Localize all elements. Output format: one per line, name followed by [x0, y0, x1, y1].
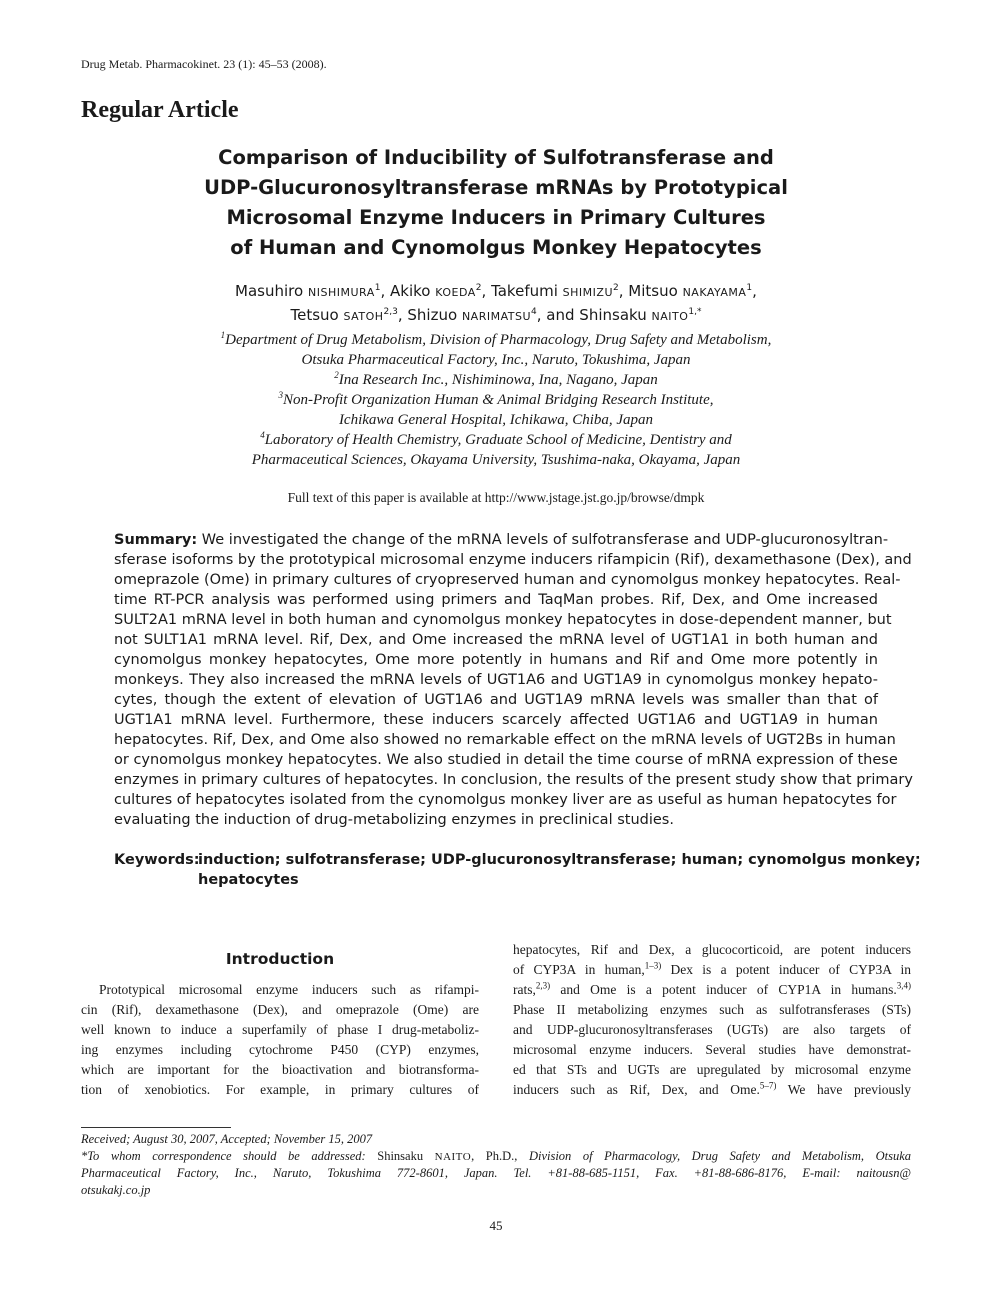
- keywords-line: hepatocytes: [198, 872, 299, 888]
- body-line: ing enzymes including cytochrome P450 (CYP) enzymes,: [81, 1042, 479, 1057]
- body-line: which are important for the bioactivation and biotransforma-: [81, 1062, 479, 1077]
- summary-line: time RT-PCR analysis was performed using primers and TaqMan probes. Rif, Dex, and Ome increased: [114, 592, 878, 608]
- body-text: inducers such as Rif, Dex, and Ome.: [513, 1082, 760, 1097]
- affiliation-line: [120, 350, 872, 370]
- summary-line: UGT1A1 mRNA level. Furthermore, these inducers scarcely affected UGT1A6 and UGT1A9 in human: [114, 712, 878, 728]
- affiliation-list: [120, 330, 872, 470]
- author-family: NARIMATSU: [461, 310, 531, 323]
- citation-sup: 2,3): [535, 980, 551, 991]
- author-sup: 2: [475, 283, 482, 293]
- body-line: ed that STs and UGTs are upregulated by microsomal enzyme: [513, 1062, 911, 1077]
- author-sup: 1,*: [688, 307, 702, 317]
- affiliation-text: Ichikawa General Hospital, Ichikawa, Chiba, Japan: [338, 412, 654, 428]
- author-family: NISHIMURA: [307, 286, 375, 299]
- author-list: [120, 280, 872, 328]
- summary-line: monkeys. They also increased the mRNA levels of UGT1A6 and UGT1A9 in cynomolgus monkey hepato-: [114, 672, 878, 688]
- summary-line: enzymes in primary cultures of hepatocytes. In conclusion, the results of the present study show that primary: [114, 772, 913, 788]
- title-line: of Human and Cynomolgus Monkey Hepatocytes: [230, 236, 762, 259]
- summary-abstract: [114, 530, 913, 830]
- affiliation-line: [120, 330, 872, 350]
- summary-line: cytes, though the extent of elevation of UGT1A6 and UGT1A9 mRNA levels was smaller than that of: [114, 692, 878, 708]
- introduction-heading: Introduction: [225, 950, 335, 968]
- correspondence-line: Pharmaceutical Factory, Inc., Naruto, Tokushima 772-8601, Japan. Tel. +81-88-685-1151, Fax. +81-88-686-8176, E-mail: naitousn@: [81, 1166, 911, 1180]
- author-given: Shinsaku: [579, 306, 647, 324]
- summary-line: SULT2A1 mRNA level in both human and cynomolgus monkey hepatocytes in dose-dependent manner, but: [114, 612, 892, 628]
- affiliation-sup: 2: [334, 370, 339, 380]
- author-given: Masuhiro: [235, 282, 304, 300]
- body-line: [513, 980, 911, 1000]
- article-type-heading: Regular Article: [81, 97, 239, 123]
- author-sup: 4: [531, 307, 537, 317]
- affiliation-text: Department of Drug Metabolism, Division of Pharmacology, Drug Safety and Metabolism,: [225, 332, 772, 348]
- author-family: NAITO: [651, 310, 689, 323]
- summary-line: cynomolgus monkey hepatocytes, Ome more potently in humans and Rif and Ome more potently in: [114, 652, 878, 668]
- body-line: well known to induce a superfamily of phase I drug-metaboliz-: [81, 1022, 479, 1037]
- author-sup: 2: [613, 283, 619, 293]
- body-line: microsomal enzyme inducers. Several studies have demonstrat-: [513, 1042, 911, 1057]
- title-line: UDP-Glucuronosyltransferase mRNAs by Prototypical: [204, 176, 788, 199]
- title-line: Microsomal Enzyme Inducers in Primary Cultures: [226, 206, 766, 229]
- body-line: Prototypical microsomal enzyme inducers such as rifampi-: [99, 982, 479, 997]
- author-given: Shizuo: [407, 306, 458, 324]
- affiliation-text: Otsuka Pharmaceutical Factory, Inc., Naruto, Tokushima, Japan: [301, 352, 691, 368]
- summary-line: evaluating the induction of drug-metabolizing enzymes in preclinical studies.: [114, 812, 674, 828]
- affiliation-text: Non-Profit Organization Human & Animal Bridging Research Institute,: [282, 392, 714, 408]
- author-family: SATOH: [343, 310, 384, 323]
- author-line: Masuhiro NISHIMURA$^1$, Akiko KOEDA$^2$, Takefumi SHIMIZU$^2$, Mitsuo NAKAYAMA$^1$,: [235, 282, 757, 300]
- author-family: KOEDA: [435, 286, 476, 299]
- author-sup: 1: [374, 283, 381, 293]
- author-given: Takefumi: [491, 282, 558, 300]
- body-line: cin (Rif), dexamethasone (Dex), and omeprazole (Ome) are: [81, 1002, 479, 1017]
- summary-line: cultures of hepatocytes isolated from the cynomolgus monkey liver are as useful as human hepatocytes for: [114, 792, 897, 808]
- author-sup: 2,3: [383, 307, 398, 317]
- affiliation-sup: 3: [278, 390, 283, 400]
- body-line: tion of xenobiotics. For example, in primary cultures of: [81, 1082, 479, 1097]
- summary-line: not SULT1A1 mRNA level. Rif, Dex, and Ome increased the mRNA level of UGT1A1 in both human and: [114, 632, 878, 648]
- summary-line: hepatocytes. Rif, Dex, and Ome also showed no remarkable effect on the mRNA levels of UGT2Bs in human: [114, 732, 896, 748]
- affiliation-text: Ina Research Inc., Nishiminowa, Ina, Nagano, Japan: [338, 372, 658, 388]
- affiliation-text: Pharmaceutical Sciences, Okayama University, Tsushima-naka, Okayama, Japan: [251, 452, 741, 468]
- summary-line: [114, 530, 889, 550]
- body-column-right: [513, 940, 911, 1100]
- body-text: We have previously: [776, 1082, 912, 1097]
- affiliation-line: [120, 390, 872, 410]
- summary-text: We investigated the change of the mRNA levels of sulfotransferase and UDP-glucuronosyltran-: [201, 532, 889, 548]
- affiliation-line: [120, 410, 872, 430]
- body-text: and Ome is a potent inducer of CYP1A in humans.: [550, 982, 897, 997]
- keywords-line: induction; sulfotransferase; UDP-glucuronosyltransferase; human; cynomolgus monkey;: [198, 852, 921, 868]
- author-given: Mitsuo: [628, 282, 678, 300]
- body-line: hepatocytes, Rif and Dex, a glucocorticoid, are potent inducers: [513, 942, 911, 957]
- journal-citation: Drug Metab. Pharmacokinet. 23 (1): 45–53 (2008).: [81, 57, 327, 71]
- author-given: Tetsuo: [290, 306, 339, 324]
- summary-line: or cynomolgus monkey hepatocytes. We also studied in detail the time course of mRNA expression of these: [114, 752, 898, 768]
- summary-line: sferase isoforms by the prototypical microsomal enzyme inducers rifampicin (Rif), dexamethasone (Dex), and: [114, 552, 912, 568]
- affiliation-line: [120, 450, 872, 470]
- correspondence-line: [81, 1148, 911, 1165]
- author-line: Tetsuo SATOH$^{2,3}$, Shizuo NARIMATSU$^4$, and Shinsaku $NAITO^{1,*}$: [290, 306, 702, 324]
- article-title: [150, 143, 842, 263]
- title-line: Comparison of Inducibility of Sulfotransferase and: [218, 146, 774, 169]
- body-text: of CYP3A in human,: [513, 962, 645, 977]
- footnote-text: *To whom correspondence should be addressed:: [81, 1149, 378, 1163]
- author-given: Akiko: [390, 282, 431, 300]
- correspondence-line: otsukakj.co.jp: [81, 1183, 151, 1197]
- affiliation-line: [120, 370, 872, 390]
- keywords-text: [198, 850, 921, 890]
- affiliation-sup: 1: [220, 330, 226, 340]
- body-text: rats,: [513, 982, 536, 997]
- summary-line: omeprazole (Ome) in primary cultures of cryopreserved human and cynomolgus monkey hepatocytes. Real-: [114, 572, 901, 588]
- footnote-text: Division of Pharmacology, Drug Safety and Metabolism, Otsuka: [528, 1149, 911, 1163]
- footnote-divider: [81, 1127, 231, 1128]
- summary-label: Summary:: [114, 532, 198, 548]
- footnotes: [81, 1131, 911, 1199]
- citation-sup: 1–3): [644, 960, 662, 971]
- body-column-left: [81, 980, 479, 1100]
- affiliation-text: Laboratory of Health Chemistry, Graduate School of Medicine, Dentistry and: [264, 432, 732, 448]
- body-line: and UDP-glucuronosyltransferases (UGTs) are also targets of: [513, 1022, 911, 1037]
- affiliation-sup: 4: [260, 430, 265, 440]
- keywords-label: Keywords:: [114, 852, 200, 868]
- body-line: [513, 1080, 911, 1100]
- body-line: Phase II metabolizing enzymes such as sulfotransferases (STs): [513, 1002, 911, 1017]
- author-sup: 1: [746, 283, 753, 293]
- author-conjunction: and: [546, 306, 575, 324]
- footnote-name: Shinsaku: [377, 1149, 424, 1163]
- affiliation-line: [120, 430, 872, 450]
- footnote-family: NAITO: [434, 1151, 472, 1163]
- page-number: 45: [489, 1218, 503, 1233]
- fulltext-availability-note: Full text of this paper is available at http://www.jstage.jst.go.jp/browse/dmpk: [287, 490, 705, 505]
- footnote-text: , Ph.D.,: [471, 1149, 529, 1163]
- body-text: Dex is a potent inducer of CYP3A in: [661, 962, 911, 977]
- author-family: NAKAYAMA: [682, 286, 747, 299]
- received-dates: Received; August 30, 2007, Accepted; November 15, 2007: [81, 1132, 373, 1146]
- citation-sup: 3,4): [896, 980, 911, 991]
- author-family: SHIMIZU: [562, 286, 613, 299]
- body-line: [513, 960, 911, 980]
- citation-sup: 5–7): [759, 1080, 777, 1091]
